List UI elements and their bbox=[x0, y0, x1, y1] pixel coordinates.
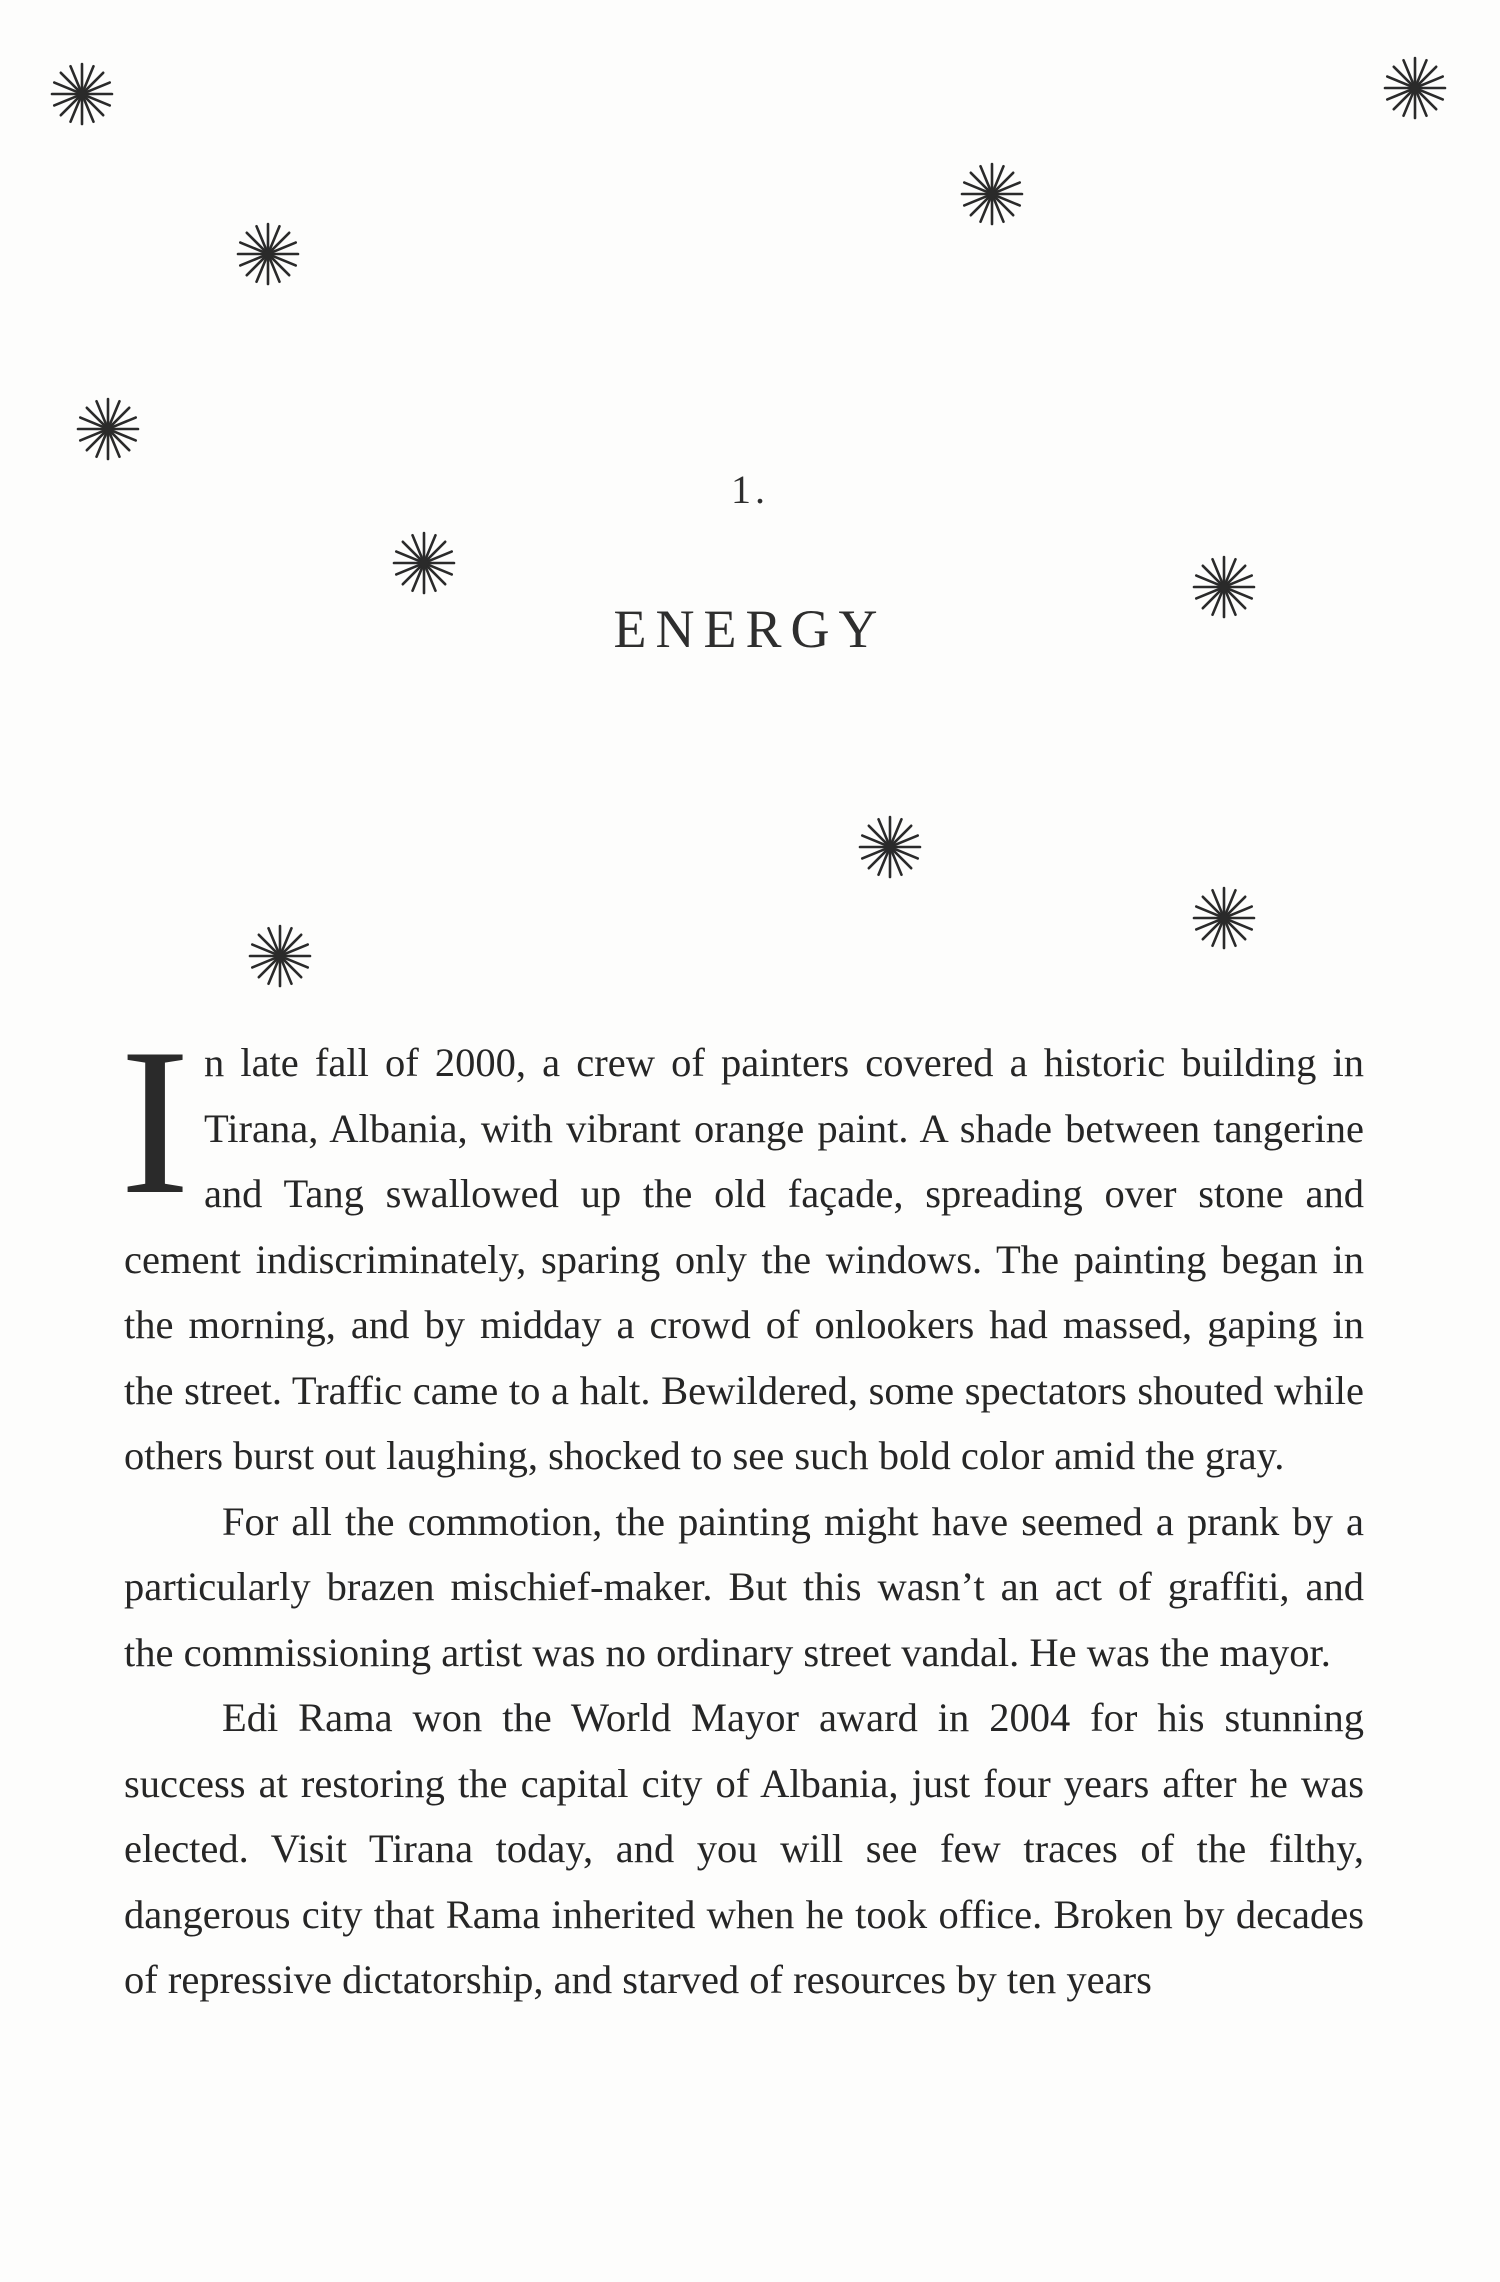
asterisk-star-icon bbox=[1192, 886, 1256, 950]
chapter-title: ENERGY bbox=[613, 599, 887, 659]
paragraph: For all the commotion, the painting might have seemed a prank by a particularly brazen mischief-maker. But this wasn’t an act of graffiti, and the commissioning artist was no ordinary street vandal. He was the mayor. bbox=[124, 1498, 1364, 1675]
chapter-body bbox=[120, 1006, 1364, 2013]
drop-cap: I bbox=[120, 1006, 190, 1238]
paragraph-text: n late fall of 2000, a crew of painters covered a historic building in Tirana, Albania, with vibrant orange paint. A shade between tangerine and Tang swallowed up the old façade, spreading over stone and cement indiscriminately, sparing only the windows. The painting began in the morning, and by midday a crowd of onlookers had massed, gaping in the street. Traffic came to a halt. Bewildered, some spectators shouted while others burst out laughing, shocked to see such bold color amid the gray. bbox=[124, 1040, 1364, 1478]
asterisk-star-icon bbox=[960, 162, 1024, 226]
asterisk-star-icon bbox=[392, 531, 456, 595]
asterisk-star-icon bbox=[50, 62, 114, 126]
paragraph bbox=[120, 1006, 1364, 1489]
asterisk-star-icon bbox=[248, 924, 312, 988]
asterisk-star-icon bbox=[1383, 56, 1447, 120]
asterisk-star-icon bbox=[858, 815, 922, 879]
asterisk-star-icon bbox=[236, 222, 300, 286]
asterisk-star-icon bbox=[76, 397, 140, 461]
chapter-number: 1. bbox=[731, 467, 769, 512]
paragraph: Edi Rama won the World Mayor award in 2004 for his stunning success at restoring the capital city of Albania, just four years after he was elected. Visit Tirana today, and you will see few traces of the filthy, dangerous city that Rama inherited when he took office. Broken by decades of repressive dictatorship, and starved of resources by ten years bbox=[124, 1695, 1364, 2002]
